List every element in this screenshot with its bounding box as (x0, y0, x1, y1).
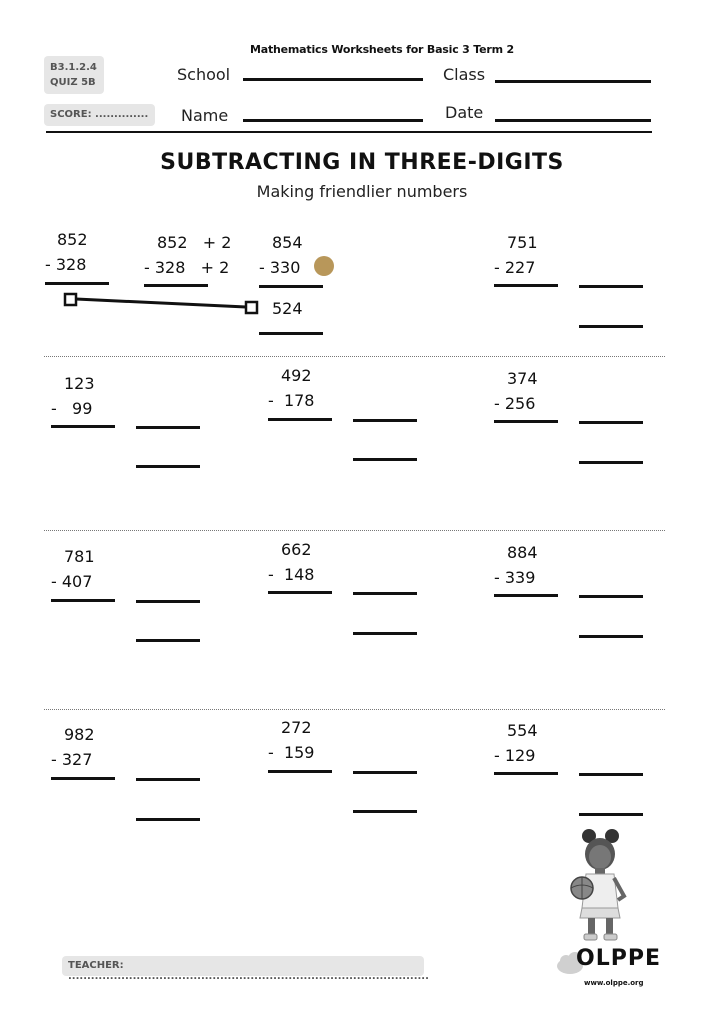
answer-line (579, 635, 643, 638)
answer-line (579, 285, 643, 288)
problem-bottom: - 129 (494, 746, 536, 765)
answer-line (579, 773, 643, 776)
school-field[interactable] (243, 78, 423, 81)
answer-line (45, 282, 109, 285)
answer-line (579, 325, 643, 328)
answer-line (268, 591, 332, 594)
answer-line (51, 777, 115, 780)
quiz-code-box (44, 56, 104, 94)
example-adjusted-bottom: - 328 + 2 (144, 258, 230, 277)
section-divider (44, 530, 665, 531)
example-friendly-top: 854 (272, 233, 303, 252)
answer-line (353, 592, 417, 595)
school-label: School (177, 65, 231, 84)
answer-line (136, 778, 200, 781)
problem-bottom: - 99 (51, 399, 93, 418)
score-field[interactable]: SCORE: .............. (44, 104, 155, 126)
teacher-field[interactable]: TEACHER: ............................................................................................... (62, 956, 424, 976)
logo-text: OLPPE (576, 946, 661, 971)
problem-top: 492 (281, 366, 312, 385)
answer-line (268, 418, 332, 421)
section-divider (44, 356, 665, 357)
answer-line (494, 420, 558, 423)
answer-line (494, 772, 558, 775)
answer-line (136, 426, 200, 429)
worksheet-series-title: Mathematics Worksheets for Basic 3 Term 2 (250, 43, 514, 56)
answer-line (51, 425, 115, 428)
answer-line (268, 770, 332, 773)
gold-dot-icon (314, 256, 334, 276)
page-title: SUBTRACTING IN THREE-DIGITS (160, 150, 564, 175)
example-friendly-bottom: - 330 (259, 258, 301, 277)
answer-line (259, 285, 323, 288)
answer-line (579, 461, 643, 464)
problem-bottom: - 178 (268, 391, 315, 410)
section-divider (44, 709, 665, 710)
answer-line (494, 284, 558, 287)
name-label: Name (181, 106, 229, 125)
connector-line-icon (60, 290, 260, 316)
problem-bottom: - 339 (494, 568, 536, 587)
answer-line (353, 771, 417, 774)
answer-line (353, 632, 417, 635)
problem-top: 781 (64, 547, 95, 566)
problem-top: 884 (507, 543, 538, 562)
answer-line (353, 810, 417, 813)
problem-bottom: - 327 (51, 750, 93, 769)
answer-line (51, 599, 115, 602)
answer-line (259, 332, 323, 335)
problem-bottom: - 407 (51, 572, 93, 591)
website-url[interactable]: www.olppe.org (584, 979, 644, 987)
page-subtitle: Making friendlier numbers (256, 182, 468, 201)
quiz-number: QUIZ 5B (50, 77, 96, 88)
problem-top: 554 (507, 721, 538, 740)
answer-line (144, 284, 208, 287)
answer-line (136, 639, 200, 642)
answer-line (579, 421, 643, 424)
answer-line (494, 594, 558, 597)
name-field[interactable] (243, 119, 423, 122)
class-label: Class (443, 65, 486, 84)
answer-line (353, 458, 417, 461)
date-field[interactable] (495, 119, 651, 122)
answer-line (353, 419, 417, 422)
answer-line (136, 818, 200, 821)
problem-bottom: - 256 (494, 394, 536, 413)
header-divider (46, 131, 652, 133)
problem-bottom: - 227 (494, 258, 536, 277)
answer-line (579, 813, 643, 816)
answer-line (136, 465, 200, 468)
problem-top: 374 (507, 369, 538, 388)
example-bottom-number: - 328 (45, 255, 87, 274)
problem-bottom: - 148 (268, 565, 315, 584)
answer-line (136, 600, 200, 603)
problem-bottom: - 159 (268, 743, 315, 762)
problem-top: 662 (281, 540, 312, 559)
example-answer: 524 (272, 299, 303, 318)
date-label: Date (445, 103, 484, 122)
class-field[interactable] (495, 80, 651, 83)
example-top-number: 852 (57, 230, 88, 249)
girl-basketball-illustration-icon (562, 826, 642, 944)
olppe-logo (556, 946, 661, 976)
problem-top: 751 (507, 233, 538, 252)
problem-top: 982 (64, 725, 95, 744)
quiz-code: B3.1.2.4 (50, 62, 97, 73)
problem-top: 123 (64, 374, 95, 393)
example-adjusted-top: 852 + 2 (157, 233, 232, 252)
answer-line (579, 595, 643, 598)
problem-top: 272 (281, 718, 312, 737)
